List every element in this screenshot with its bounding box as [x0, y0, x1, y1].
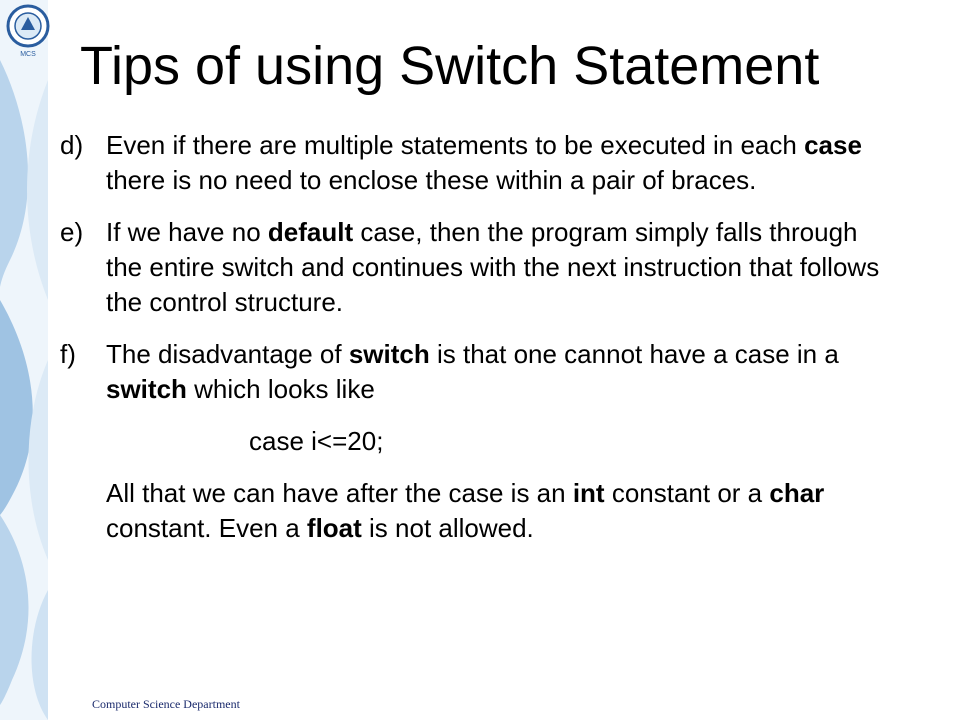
keyword-text: float: [306, 513, 362, 543]
body-text: case, then the program simply falls through the entire switch and continues with the next instruction that follows the control structure.: [106, 217, 880, 317]
keyword-text: char: [769, 478, 825, 508]
code-example: case i<=20;: [249, 426, 384, 456]
list-marker: e): [60, 217, 84, 247]
department-seal-logo: [4, 4, 52, 60]
body-text: If we have no: [106, 217, 268, 247]
keyword-text: int: [572, 478, 605, 508]
body-text: which looks like: [186, 374, 375, 404]
body-text: is that one cannot have a case in a: [429, 339, 839, 369]
body-text: constant or a: [604, 478, 770, 508]
list-item-body: [106, 337, 890, 546]
body-text: is not allowed.: [361, 513, 534, 543]
seal-text: MCS: [20, 51, 36, 58]
keyword-text: case: [804, 130, 862, 160]
keyword-text: switch: [348, 339, 430, 369]
body-text: constant. Even a: [106, 513, 307, 543]
slide-title: Tips of using Switch Statement: [80, 36, 820, 96]
list-item: [60, 337, 890, 546]
list-item: [60, 128, 890, 198]
list-marker: f): [60, 339, 76, 369]
body-text: there is no need to enclose these within a pair of braces.: [106, 165, 757, 195]
body-text: The disadvantage of: [106, 339, 349, 369]
keyword-text: default: [267, 217, 354, 247]
list-item-text: [106, 337, 890, 407]
list-item-text: [106, 215, 890, 320]
body-text: Even if there are multiple statements to be executed in each: [106, 130, 805, 160]
list-item-text: [106, 128, 890, 198]
list-marker: d): [60, 130, 84, 160]
keyword-text: switch: [106, 374, 187, 404]
bullet-list: [60, 128, 890, 563]
footer-department: Computer Science Department: [92, 697, 240, 711]
list-item-continuation: [106, 476, 890, 546]
body-text: All that we can have after the case is an: [106, 478, 573, 508]
decorative-side-band: [0, 0, 48, 720]
list-item: [60, 215, 890, 320]
